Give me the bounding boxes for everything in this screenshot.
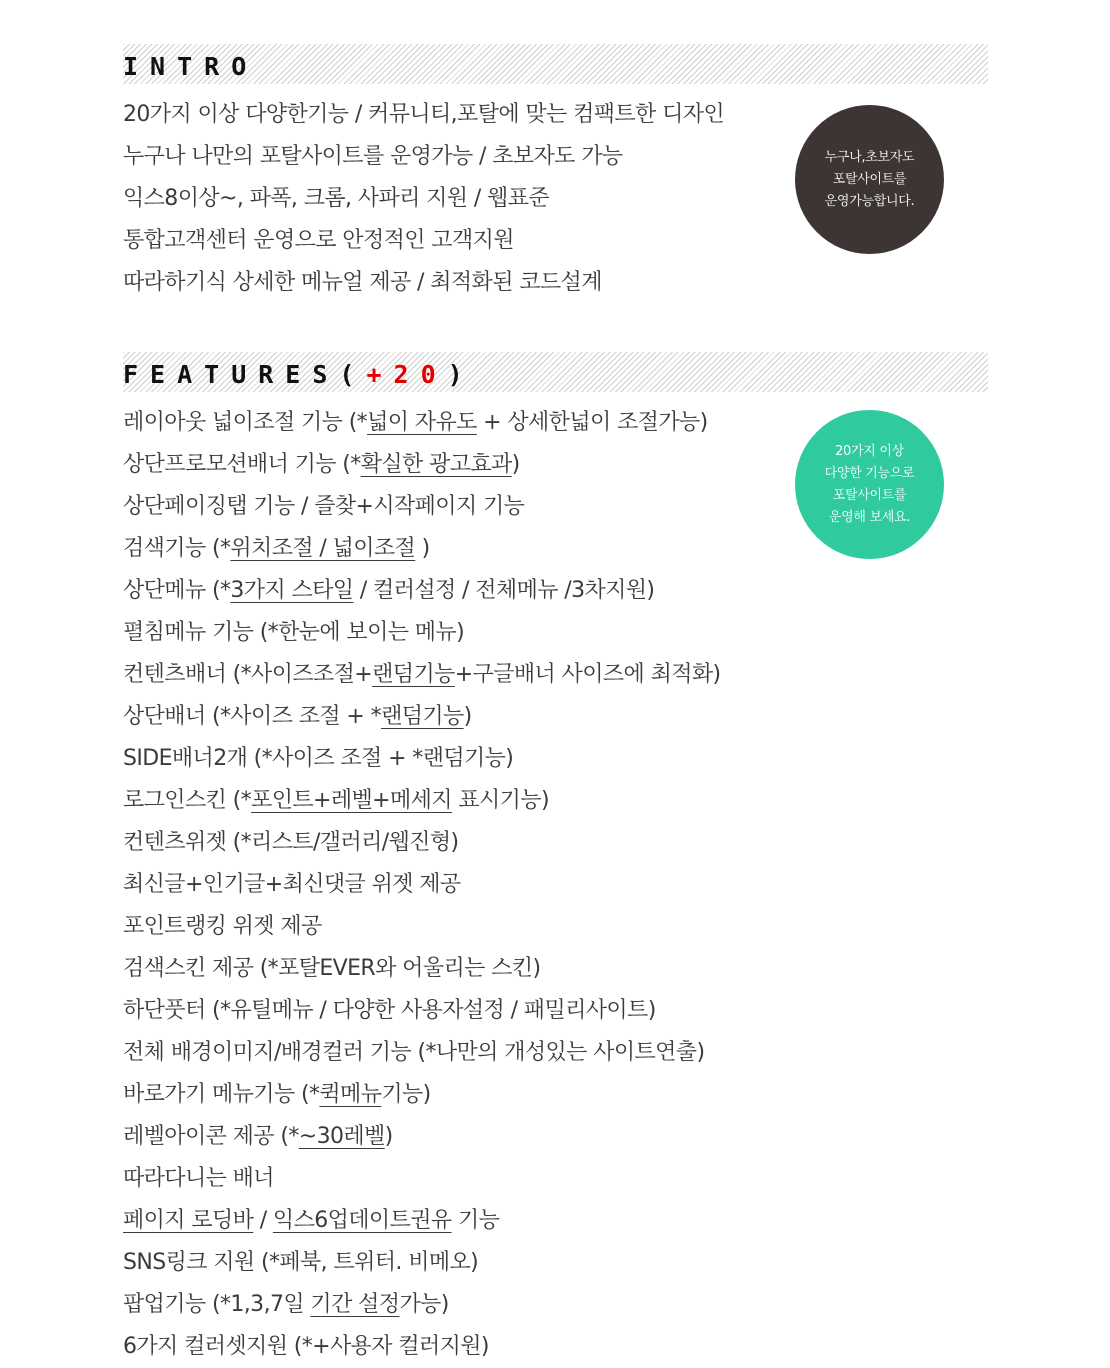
text-segment: 컨텐츠배너 (*사이즈조절+ <box>123 662 373 687</box>
underlined-phrase: 페이지 로딩바 <box>123 1208 254 1233</box>
text-segment: 검색스킨 제공 (*포탈EVER와 어울리는 스킨) <box>123 956 541 981</box>
list-item <box>123 1116 988 1158</box>
text-segment: 바로가기 메뉴기능 (* <box>123 1082 320 1107</box>
list-item <box>123 1158 988 1200</box>
text-segment: 레이아웃 넓이조절 기능 (* <box>123 410 368 435</box>
text-segment: 상단배너 (*사이즈 조절 + * <box>123 704 382 729</box>
underlined-phrase: 랜덤기능 <box>372 662 455 687</box>
text-segment: 펼침메뉴 기능 (*한눈에 보이는 메뉴) <box>123 620 465 645</box>
list-item <box>123 1326 988 1368</box>
underlined-phrase: 랜덤기능 <box>381 704 464 729</box>
list-item <box>123 822 988 864</box>
text-segment: 6가지 컬러셋지원 (*+사용자 컬러지원) <box>123 1334 489 1359</box>
text-segment: 하단풋터 (*유틸메뉴 / 다양한 사용자설정 / 패밀리사이트) <box>123 998 656 1023</box>
list-item <box>123 948 988 990</box>
list-item <box>123 1074 988 1116</box>
list-item <box>123 906 988 948</box>
list-item <box>123 738 988 780</box>
text-segment: ) <box>511 452 520 477</box>
features-badge: 20가지 이상 다양한 기능으로 포탈사이트를 운영해 보세요. <box>795 410 944 559</box>
text-segment: ) <box>463 704 472 729</box>
text-segment: SNS링크 지원 (*페북, 트위터. 비메오) <box>123 1250 479 1275</box>
text-segment: 기능 <box>451 1208 500 1233</box>
text-segment: 표시기능) <box>451 788 549 813</box>
text-segment: 20가지 이상 다양한기능 / 커뮤니티,포탈에 맞는 컴팩트한 디자인 <box>123 102 725 127</box>
underlined-phrase: 확실한 광고효과 <box>360 452 512 477</box>
features-title <box>123 360 475 389</box>
text-segment: 상단페이징탭 기능 / 즐찾+시작페이지 기능 <box>123 494 525 519</box>
underlined-phrase: 익스6업데이트권유 <box>272 1208 452 1233</box>
list-item <box>123 262 988 304</box>
underlined-phrase: 포인트+레벨+메세지 <box>251 788 452 813</box>
text-segment: / 컬러설정 / 전체메뉴 /3차지원) <box>353 578 655 603</box>
underlined-phrase: 넓이 자유도 <box>367 410 477 435</box>
text-segment: 컨텐츠위젯 (*리스트/갤러리/웹진형) <box>123 830 459 855</box>
text-segment: 로그인스킨 (* <box>123 788 252 813</box>
features-title-close: ) <box>447 360 475 389</box>
list-item <box>123 990 988 1032</box>
text-segment: / <box>253 1208 273 1233</box>
text-segment: 따라다니는 배너 <box>123 1166 274 1191</box>
list-item <box>123 654 988 696</box>
list-item <box>123 612 988 654</box>
list-item <box>123 864 988 906</box>
list-item <box>123 570 988 612</box>
underlined-phrase: 퀵메뉴 <box>319 1082 382 1107</box>
list-item <box>123 1284 988 1326</box>
features-title-count: +20 <box>366 360 448 389</box>
text-segment: 기능) <box>381 1082 431 1107</box>
list-item <box>123 1032 988 1074</box>
underlined-phrase: 기간 설정 <box>310 1292 400 1317</box>
features-title-text: FEATURES( <box>123 360 367 389</box>
text-segment: 최신글+인기글+최신댓글 위젯 제공 <box>123 872 461 897</box>
list-item <box>123 780 988 822</box>
list-item <box>123 1200 988 1242</box>
text-segment: ) <box>415 536 430 561</box>
intro-badge: 누구나,초보자도 포탈사이트를 운영가능합니다. <box>795 105 944 254</box>
text-segment: 포인트랭킹 위젯 제공 <box>123 914 322 939</box>
text-segment: + 상세한넓이 조절가능) <box>476 410 708 435</box>
underlined-phrase: ~30레벨 <box>298 1124 385 1149</box>
text-segment: 전체 배경이미지/배경컬러 기능 (*나만의 개성있는 사이트연출) <box>123 1040 705 1065</box>
underlined-phrase: 위치조절 / 넓이조절 <box>230 536 416 561</box>
text-segment: 검색기능 (* <box>123 536 231 561</box>
text-segment: 상단메뉴 (* <box>123 578 231 603</box>
text-segment: 누구나 나만의 포탈사이트를 운영가능 / 초보자도 가능 <box>123 144 623 169</box>
text-segment: 팝업기능 (*1,3,7일 <box>123 1292 311 1317</box>
text-segment: +구글배너 사이즈에 최적화) <box>454 662 721 687</box>
text-segment: 레벨아이콘 제공 (* <box>123 1124 299 1149</box>
text-segment: 익스8이상~, 파폭, 크롬, 사파리 지원 / 웹표준 <box>123 186 550 211</box>
text-segment: ) <box>384 1124 393 1149</box>
text-segment: SIDE배너2개 (*사이즈 조절 + *랜덤기능) <box>123 746 514 771</box>
list-item <box>123 696 988 738</box>
intro-header <box>123 44 988 84</box>
text-segment: 가능) <box>399 1292 449 1317</box>
underlined-phrase: 3가지 스타일 <box>230 578 354 603</box>
list-item <box>123 1242 988 1284</box>
text-segment: 상단프로모션배너 기능 (* <box>123 452 361 477</box>
text-segment: 통합고객센터 운영으로 안정적인 고객지원 <box>123 228 514 253</box>
intro-title: INTRO <box>123 52 259 81</box>
text-segment: 따라하기식 상세한 메뉴얼 제공 / 최적화된 코드설계 <box>123 270 602 295</box>
features-header <box>123 352 988 392</box>
